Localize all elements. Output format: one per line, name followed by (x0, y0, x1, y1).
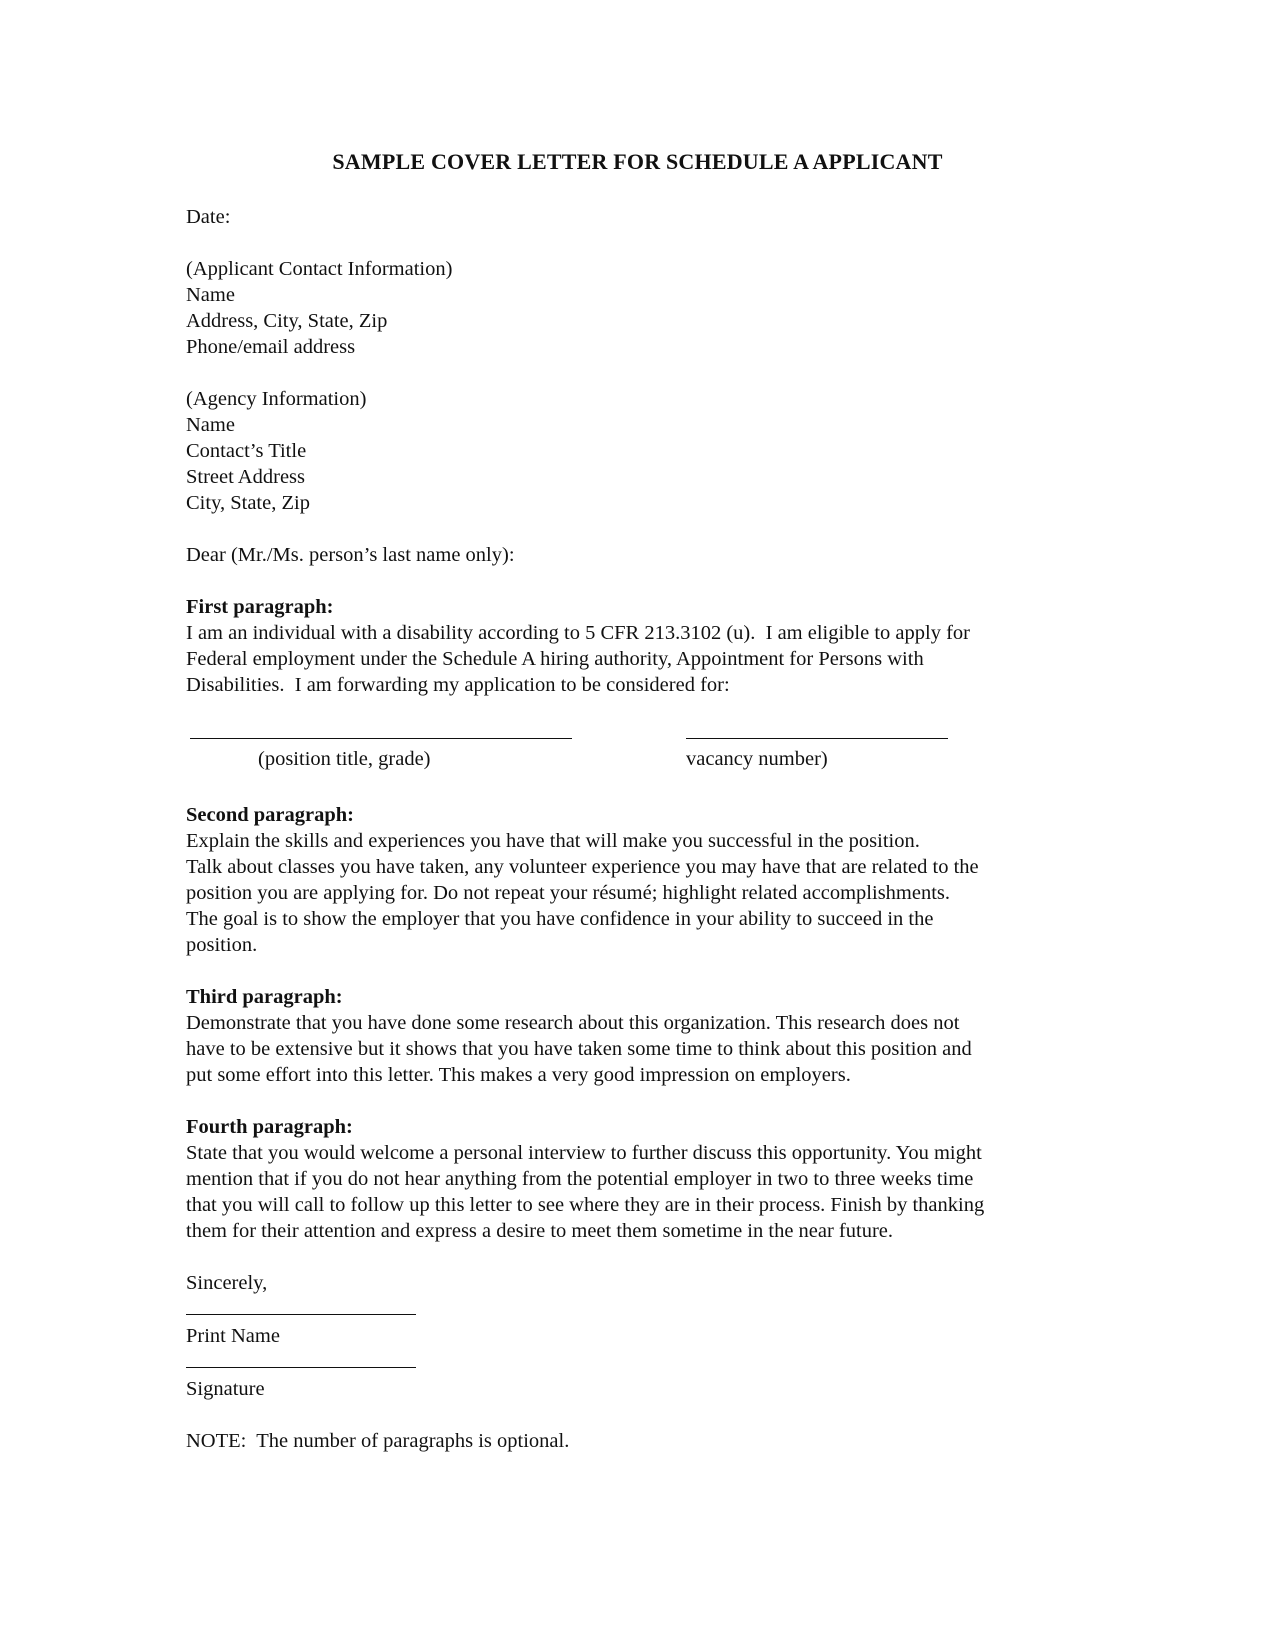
applicant-line: Address, City, State, Zip (186, 310, 388, 332)
position-blanks (186, 698, 1086, 776)
print-name-line (186, 1296, 416, 1315)
signature-label: Signature (186, 1378, 265, 1400)
closing: Sincerely, (186, 1272, 268, 1294)
second-paragraph-line: The goal is to show the employer that you have confidence in your ability to succeed in the (186, 908, 934, 930)
first-paragraph-line: Disabilities. I am forwarding my application to be considered for: (186, 674, 730, 696)
second-paragraph-line: position you are applying for. Do not repeat your résumé; highlight related accomplishments. (186, 882, 951, 904)
agency-line: Street Address (186, 466, 305, 488)
second-paragraph-line: Explain the skills and experiences you have that will make you successful in the position. (186, 830, 920, 852)
fourth-paragraph-heading: Fourth paragraph: (186, 1116, 353, 1138)
fourth-paragraph-line: State that you would welcome a personal interview to further discuss this opportunity. You might (186, 1142, 982, 1164)
position-blank-line (190, 738, 572, 739)
second-paragraph-line: Talk about classes you have taken, any volunteer experience you may have that are related to the (186, 856, 979, 878)
salutation: Dear (Mr./Ms. person’s last name only): (186, 544, 515, 566)
third-paragraph-line: put some effort into this letter. This makes a very good impression on employers. (186, 1064, 851, 1086)
fourth-paragraph-line: them for their attention and express a desire to meet them sometime in the near future. (186, 1220, 894, 1242)
agency-line: Name (186, 414, 235, 436)
signature-line (186, 1349, 416, 1368)
fourth-paragraph-line: that you will call to follow up this letter to see where they are in their process. Finish by thanking (186, 1194, 985, 1216)
fourth-paragraph-line: mention that if you do not hear anything from the potential employer in two to three weeks time (186, 1168, 974, 1190)
agency-line: City, State, Zip (186, 492, 310, 514)
second-paragraph-line: position. (186, 934, 258, 956)
first-paragraph-heading: First paragraph: (186, 596, 334, 618)
third-paragraph-line: have to be extensive but it shows that you have taken some time to think about this position and (186, 1038, 972, 1060)
print-name-label: Print Name (186, 1325, 280, 1347)
applicant-line: Name (186, 284, 235, 306)
second-paragraph-heading: Second paragraph: (186, 804, 355, 826)
applicant-heading: (Applicant Contact Information) (186, 258, 453, 280)
first-paragraph-line: Federal employment under the Schedule A hiring authority, Appointment for Persons with (186, 648, 924, 670)
third-paragraph-line: Demonstrate that you have done some research about this organization. This research does not (186, 1012, 960, 1034)
date-label: Date: (186, 206, 231, 228)
note: NOTE: The number of paragraphs is optional. (186, 1430, 570, 1452)
letter-body (186, 204, 1086, 1454)
applicant-line: Phone/email address (186, 336, 356, 358)
vacancy-number-label: vacancy number) (686, 748, 828, 770)
position-title-label: (position title, grade) (258, 748, 431, 770)
page-title: SAMPLE COVER LETTER FOR SCHEDULE A APPLICANT (332, 149, 943, 174)
vacancy-blank-line (686, 738, 948, 739)
agency-heading: (Agency Information) (186, 388, 367, 410)
first-paragraph-line: I am an individual with a disability according to 5 CFR 213.3102 (u). I am eligible to apply for (186, 622, 970, 644)
third-paragraph-heading: Third paragraph: (186, 986, 343, 1008)
agency-line: Contact’s Title (186, 440, 307, 462)
